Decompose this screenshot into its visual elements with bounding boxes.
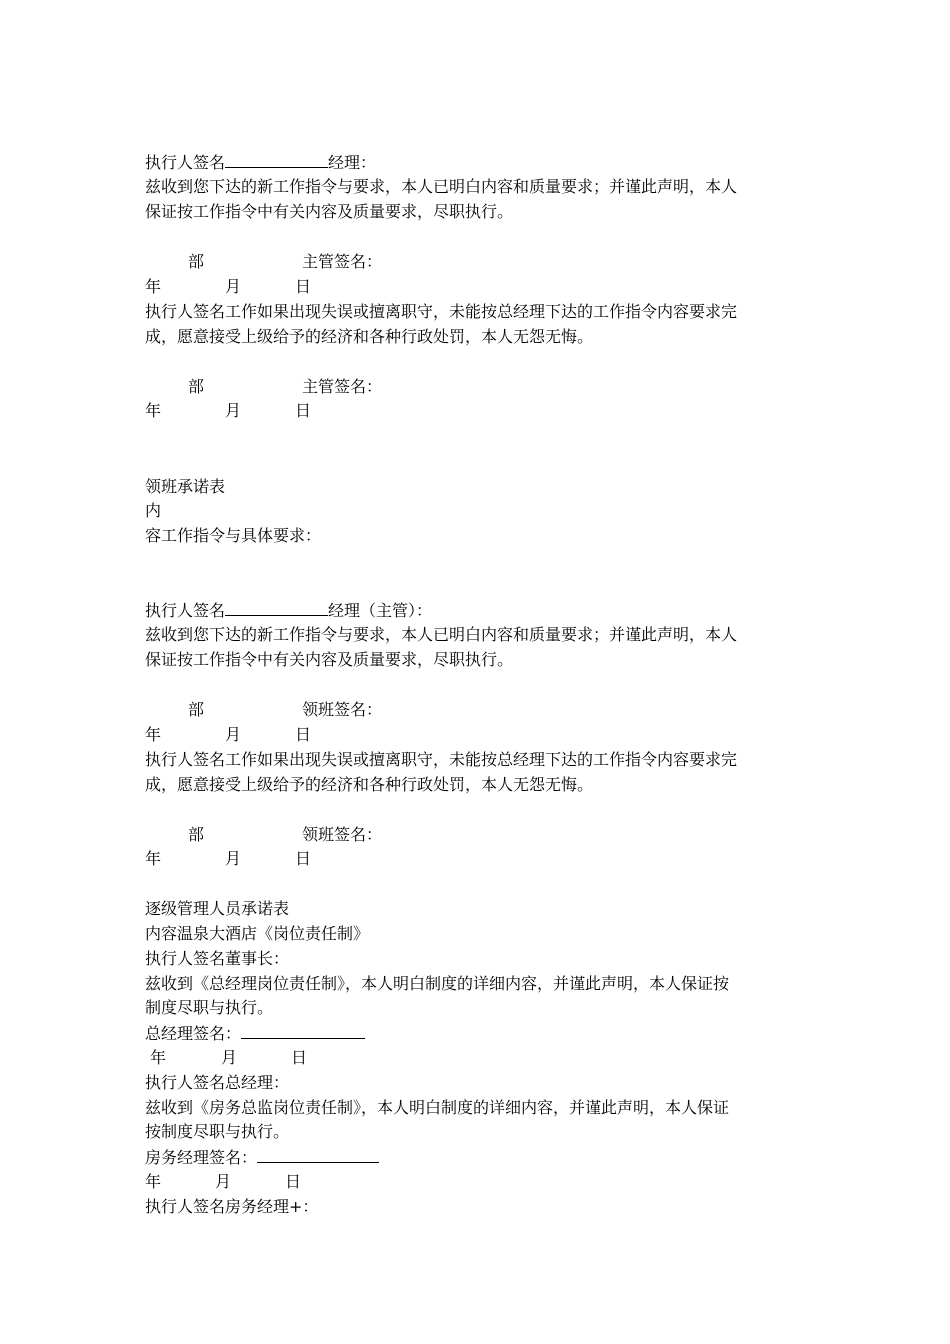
paragraph-line: 执行人签名工作如果出现失误或擅离职守，未能按总经理下达的工作指令内容要求完 (145, 750, 738, 769)
gm-sign-label: 总经理签名： (145, 1024, 242, 1043)
paragraph-line: 执行人签名工作如果出现失误或擅离职守，未能按总经理下达的工作指令内容要求完 (145, 302, 738, 321)
supervisor-sign-label: 主管签名： (302, 252, 383, 271)
paragraph-line: 制度尽职与执行。 (145, 998, 274, 1017)
year-label: 年 (145, 1172, 162, 1191)
day-label: 日 (295, 401, 312, 420)
date-line (145, 401, 311, 421)
content-line: 容工作指令与具体要求： (145, 526, 322, 545)
dept-label: 部 (188, 825, 205, 844)
dept-line (188, 700, 382, 720)
date-line (145, 849, 311, 869)
day-label: 日 (295, 849, 312, 868)
paragraph-line: 兹收到《房务总监岗位责任制》，本人明白制度的详细内容，并谨此声明，本人保证 (145, 1098, 730, 1117)
paragraph-line: 保证按工作指令中有关内容及质量要求，尽职执行。 (145, 650, 514, 669)
sign-label: 执行人签名 (145, 601, 226, 620)
content-line: 内容温泉大酒店《岗位责任制》 (145, 924, 370, 943)
year-label: 年 (150, 1048, 167, 1067)
year-label: 年 (145, 849, 162, 868)
month-label: 月 (225, 849, 242, 868)
dept-label: 部 (188, 377, 205, 396)
leader-sign-label: 领班签名： (302, 700, 383, 719)
rm-sign-label: 房务经理签名： (145, 1148, 258, 1167)
date-line (145, 1172, 301, 1192)
paragraph-line: 成，愿意接受上级给予的经济和各种行政处罚，本人无怨无悔。 (145, 327, 594, 346)
dept-line (188, 377, 382, 397)
section-title: 逐级管理人员承诺表 (145, 899, 290, 918)
day-label: 日 (295, 725, 312, 744)
section-title: 领班承诺表 (145, 477, 226, 496)
signature-line (145, 600, 432, 620)
sign-suffix: 经理： (328, 153, 377, 172)
signature-line: 执行人签名总经理： (145, 1073, 290, 1092)
month-label: 月 (221, 1048, 238, 1067)
month-label: 月 (225, 277, 242, 296)
paragraph-line: 成，愿意接受上级给予的经济和各种行政处罚，本人无怨无悔。 (145, 775, 594, 794)
day-label: 日 (285, 1172, 302, 1191)
paragraph-line: 兹收到《总经理岗位责任制》，本人明白制度的详细内容，并谨此声明，本人保证按 (145, 974, 730, 993)
supervisor-sign-label: 主管签名： (302, 377, 383, 396)
signature-blank (225, 152, 328, 168)
signature-line: 执行人签名房务经理+： (145, 1197, 319, 1216)
month-label: 月 (225, 401, 242, 420)
dept-line (188, 825, 382, 845)
month-label: 月 (215, 1172, 232, 1191)
year-label: 年 (145, 725, 162, 744)
dept-line (188, 252, 382, 272)
paragraph-line: 兹收到您下达的新工作指令与要求，本人已明白内容和质量要求；并谨此声明，本人 (145, 625, 738, 644)
date-line (145, 277, 311, 297)
leader-sign-label: 领班签名： (302, 825, 383, 844)
day-label: 日 (291, 1048, 308, 1067)
dept-label: 部 (188, 700, 205, 719)
day-label: 日 (295, 277, 312, 296)
dept-label: 部 (188, 252, 205, 271)
year-label: 年 (145, 401, 162, 420)
signature-line (145, 152, 376, 172)
month-label: 月 (225, 725, 242, 744)
sign-suffix: 经理（主管）： (328, 601, 433, 620)
gm-signature-line (145, 1023, 365, 1043)
paragraph-line: 兹收到您下达的新工作指令与要求，本人已明白内容和质量要求；并谨此声明，本人 (145, 177, 738, 196)
sign-label: 执行人签名 (145, 153, 226, 172)
year-label: 年 (145, 277, 162, 296)
signature-blank (225, 600, 328, 616)
signature-blank (241, 1023, 365, 1039)
date-line (150, 1048, 307, 1068)
signature-blank (257, 1147, 379, 1163)
paragraph-line: 保证按工作指令中有关内容及质量要求，尽职执行。 (145, 202, 514, 221)
paragraph-line: 按制度尽职与执行。 (145, 1122, 290, 1141)
date-line (145, 725, 311, 745)
content-label: 内 (145, 501, 162, 520)
signature-line: 执行人签名董事长： (145, 949, 290, 968)
rm-signature-line (145, 1147, 379, 1167)
